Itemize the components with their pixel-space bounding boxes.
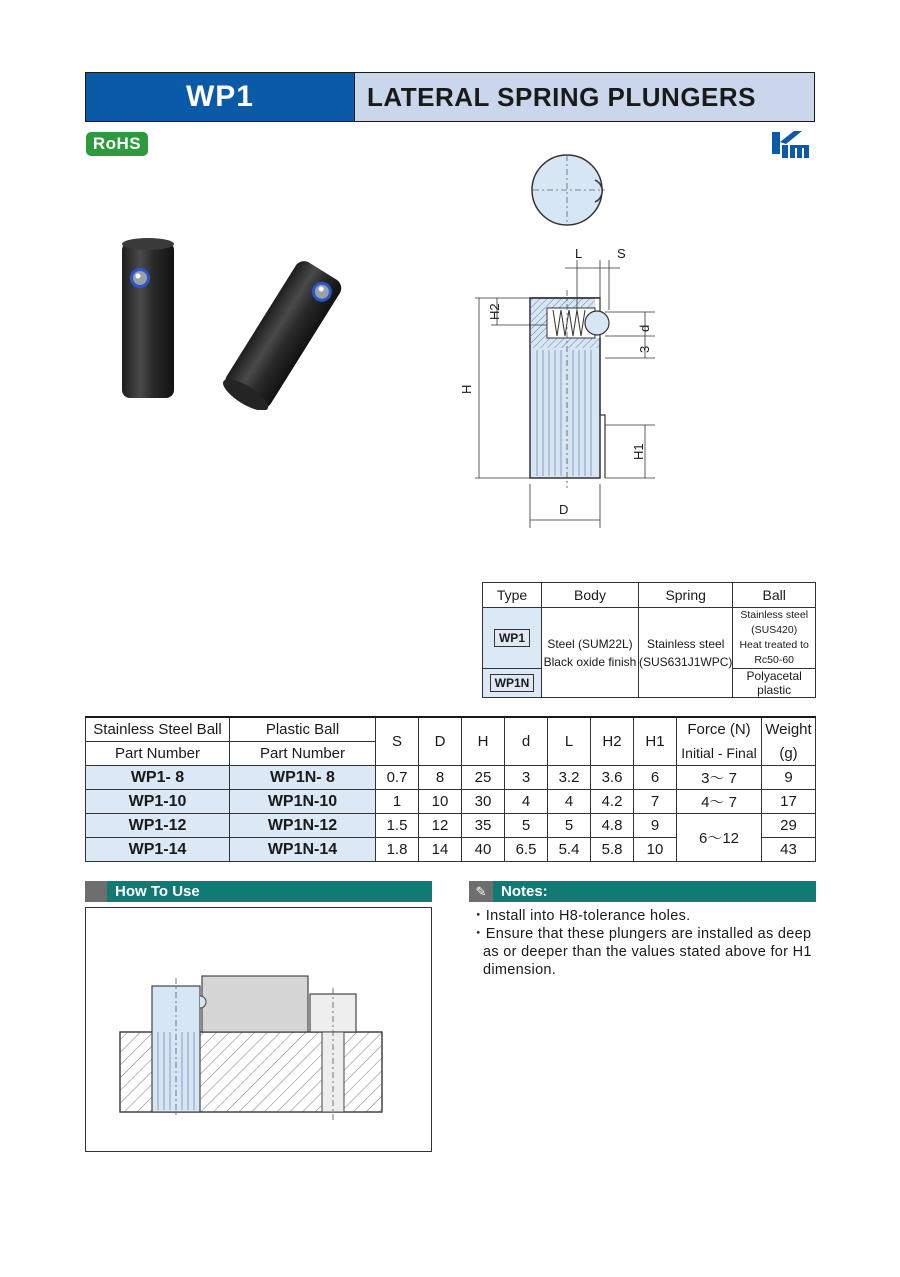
pencil-icon: ✎ [469,881,493,902]
cell-L: 5 [548,814,591,838]
head-L: L [548,717,591,766]
col-body: Body [542,583,639,608]
plunger-upright [122,238,174,398]
head-d: d [505,717,548,766]
table-row [86,766,816,790]
plunger-tilted [219,257,345,410]
head-force-sub: Initial - Final [677,742,762,766]
cell-S: 0.7 [376,766,419,790]
part-ss: WP1-10 [86,790,230,814]
body-finish: Black oxide finish [543,654,637,669]
ball-wp1-treatment: Heat treated to Rc50-60 [739,639,809,666]
part-pl: WP1N-12 [230,814,376,838]
part-pl: WP1N- 8 [230,766,376,790]
cell-force: 3～ 7 [677,766,762,790]
cell-d: 5 [505,814,548,838]
cell-weight: 9 [762,766,816,790]
cell-d: 4 [505,790,548,814]
cell-force: 6～12 [677,814,762,862]
dim-H: H [459,384,474,394]
cell-d: 3 [505,766,548,790]
col-ball: Ball [733,583,816,608]
top-view [532,155,605,225]
cell-H1: 6 [634,766,677,790]
dim-H2: H2 [487,303,502,320]
product-title: LATERAL SPRING PLUNGERS [355,73,814,121]
cell-D: 8 [419,766,462,790]
table-row [86,814,816,838]
spec-table [85,716,816,862]
howto-figure [85,907,432,1152]
part-ss: WP1-14 [86,838,230,862]
cell-H1: 10 [634,838,677,862]
part-ss: WP1-12 [86,814,230,838]
head-weight: Weight [762,717,816,742]
cell-H: 35 [462,814,505,838]
head-H2: H2 [591,717,634,766]
dim-S: S [617,246,626,261]
kipp-logo [766,128,816,162]
cell-weight: 17 [762,790,816,814]
part-pl: WP1N-14 [230,838,376,862]
cell-H1: 7 [634,790,677,814]
table-row [86,790,816,814]
cell-H1: 9 [634,814,677,838]
cell-H: 40 [462,838,505,862]
cell-L: 5.4 [548,838,591,862]
material-table [482,582,816,698]
cell-D: 14 [419,838,462,862]
spring-grade: (SUS631J1WPC) [639,654,733,669]
cell-H: 30 [462,790,505,814]
ball-wp1n-material: Polyacetal plastic [733,669,816,698]
col-type: Type [483,583,542,608]
spring-material: Stainless steel [646,636,725,651]
dim-L: L [575,246,583,261]
cell-weight: 29 [762,814,816,838]
note-item: ・Install into H8-tolerance holes. [471,908,691,924]
notes-list [471,907,816,979]
body-material: Steel (SUM22L) [547,636,633,651]
dim-3: 3 [637,345,652,353]
cell-H2: 4.8 [591,814,634,838]
cell-L: 4 [548,790,591,814]
cell-H2: 5.8 [591,838,634,862]
cell-D: 10 [419,790,462,814]
dim-H1: H1 [631,443,646,460]
notes-heading [469,881,816,902]
dim-d: d [637,324,652,332]
cell-H2: 4.2 [591,790,634,814]
technical-drawing [455,150,685,535]
rohs-text: RoHS [92,134,142,153]
head-force: Force (N) [677,717,762,742]
cell-d: 6.5 [505,838,548,862]
cell-S: 1 [376,790,419,814]
notes-title: Notes: [501,883,548,900]
howto-title: How To Use [115,883,200,900]
ball-wp1-material: Stainless steel (SUS420) [740,609,809,636]
head-H: H [462,717,505,766]
part-pl: WP1N-10 [230,790,376,814]
type-wp1: WP1 [494,629,530,647]
rohs-logo [86,132,148,156]
note-item: ・Ensure that these plungers are installed as deep as or deeper than the values stated above for H1 dimension. [471,926,812,978]
cell-force: 4～ 7 [677,790,762,814]
cell-weight: 43 [762,838,816,862]
head-ss-part: Part Number [86,742,230,766]
type-wp1n: WP1N [490,674,535,692]
head-ss-ball: Stainless Steel Ball [86,717,230,742]
part-ss: WP1- 8 [86,766,230,790]
head-weight-sub: (g) [762,742,816,766]
cell-D: 12 [419,814,462,838]
col-spring: Spring [639,583,733,608]
installation-illustration [86,908,430,1150]
page-header [85,72,815,122]
head-H1: H1 [634,717,677,766]
cell-S: 1.5 [376,814,419,838]
head-plastic-ball: Plastic Ball [230,717,376,742]
dim-D: D [559,502,569,517]
side-section-view [530,290,609,488]
product-code: WP1 [86,73,355,121]
cell-H2: 3.6 [591,766,634,790]
head-S: S [376,717,419,766]
cell-H: 25 [462,766,505,790]
head-D: D [419,717,462,766]
howto-heading [85,881,432,902]
head-pl-part: Part Number [230,742,376,766]
cell-S: 1.8 [376,838,419,862]
cell-L: 3.2 [548,766,591,790]
product-photo [100,230,370,410]
